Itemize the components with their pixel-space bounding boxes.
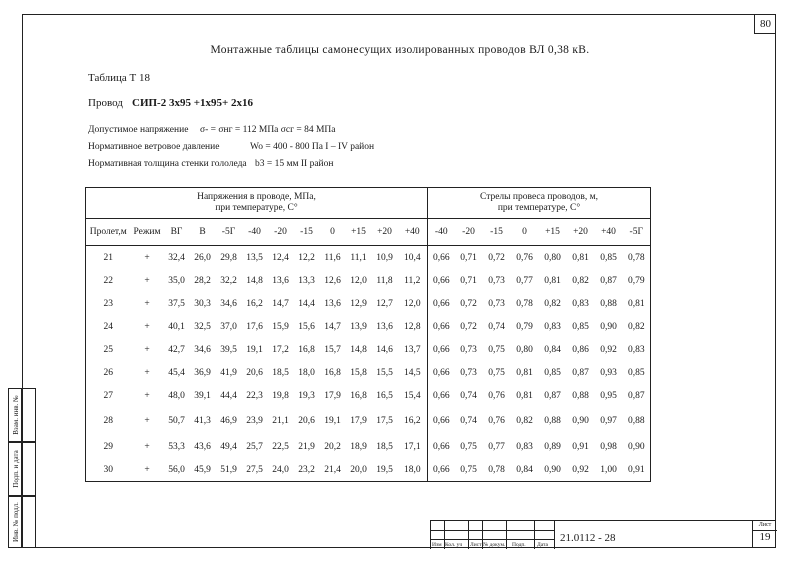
table-cell: 0,72: [488, 252, 505, 263]
table-cell: 0,81: [623, 292, 651, 315]
table-cell: 0,66: [428, 292, 455, 315]
table-cell: 17,2: [272, 344, 289, 355]
table-cell: 0,83: [516, 441, 533, 452]
table-cell: 0,80: [516, 344, 533, 355]
param-value-wind: Wo = 400 - 800 Па I – IV район: [250, 142, 375, 152]
table-cell: 21,4: [324, 464, 341, 475]
table-cell: 24,0: [272, 464, 289, 475]
table-cell: 56,0: [168, 464, 185, 475]
table-cell: 17,5: [376, 416, 393, 426]
column-header: +15: [545, 227, 560, 237]
table-cell: 13,3: [298, 275, 315, 286]
table-cell: 0,74: [488, 321, 505, 332]
table-cell: 0,85: [572, 321, 589, 332]
table-cell: 41,3: [194, 416, 211, 426]
table-cell: 35,0: [168, 275, 185, 286]
table-cell: 0,72: [460, 321, 477, 332]
column-header: -40: [428, 219, 455, 246]
table-cell: 0,90: [572, 416, 589, 426]
table-cell: 11,1: [350, 252, 367, 263]
table-cell: 17,1: [403, 441, 421, 452]
table-cell: 39,1: [194, 390, 211, 401]
table-cell: 15,6: [298, 321, 315, 332]
table-row: [86, 246, 651, 270]
table-cell: 25: [86, 338, 131, 361]
group-header-sag: Стрелы провеса проводов, м, при температуре, С°: [428, 188, 651, 219]
sidebar-cell: Инв. № подл.: [8, 496, 22, 548]
sheet-number: 19: [759, 531, 771, 543]
table-cell: 0,73: [488, 298, 505, 309]
table-cell: 24: [86, 315, 131, 338]
param-label-stress: Допустимое напряжение: [88, 125, 189, 135]
table-cell: 0,75: [460, 441, 477, 452]
table-cell: 16,5: [376, 390, 393, 401]
table-cell: 42,7: [168, 344, 185, 355]
table-cell: 12,0: [403, 298, 421, 309]
table-cell: +: [144, 416, 150, 426]
page-title: Монтажные таблицы самонесущих изолированных проводов ВЛ 0,38 кВ.: [210, 44, 590, 56]
table-cell: 20,2: [324, 441, 341, 452]
table-cell: 27,5: [246, 464, 263, 475]
table-cell: 0,76: [488, 390, 505, 401]
table-cell: 20,0: [350, 464, 367, 475]
table-cell: +: [144, 321, 150, 332]
table-cell: 0,83: [572, 298, 589, 309]
column-header: -15: [300, 227, 313, 237]
sheet-box: [752, 520, 776, 548]
table-cell: 32,4: [168, 252, 185, 263]
column-header: ВГ: [170, 227, 183, 237]
table-cell: 0,74: [460, 390, 477, 401]
table-row: [86, 338, 651, 361]
table-cell: 32,2: [220, 275, 237, 286]
table-cell: 0,71: [460, 275, 477, 286]
table-cell: 16,2: [403, 416, 421, 426]
table-cell: 21,9: [298, 441, 315, 452]
table-cell: 18,0: [298, 367, 315, 378]
table-cell: 45,9: [194, 464, 211, 475]
table-cell: 0,87: [544, 390, 561, 401]
title-block: Изм Кол. уч Лист № докум. Подп. Дата: [430, 520, 776, 549]
table-cell: 0,80: [544, 252, 561, 263]
table-cell: 14,6: [376, 344, 393, 355]
table-cell: 0,89: [544, 441, 561, 452]
table-cell: 13,6: [272, 275, 289, 286]
table-cell: +: [144, 344, 150, 355]
table-cell: 0,88: [572, 390, 589, 401]
document-number: 21.0112 - 28: [560, 532, 616, 544]
table-row: [86, 269, 651, 292]
table-cell: +: [144, 367, 150, 378]
table-cell: 20,6: [246, 367, 263, 378]
table-cell: 0,85: [623, 361, 651, 384]
table-cell: 0,82: [572, 275, 589, 286]
table-cell: 22,5: [272, 441, 289, 452]
param-label-wind: Нормативное ветровое давление: [88, 142, 220, 152]
table-cell: 12,0: [350, 275, 367, 286]
table-row: [86, 458, 651, 482]
table-cell: +: [144, 441, 150, 452]
table-cell: 14,4: [298, 298, 315, 309]
table-cell: 0,83: [623, 338, 651, 361]
table-cell: 29,8: [220, 252, 237, 263]
table-cell: 12,2: [298, 252, 315, 263]
table-cell: 12,7: [376, 298, 393, 309]
param-value-stress: σ- = σнг = 112 МПа σсг = 84 МПа: [200, 125, 336, 135]
table-cell: 26: [86, 361, 131, 384]
table-cell: 36,9: [194, 367, 211, 378]
table-cell: 14,8: [350, 344, 367, 355]
column-header: +20: [377, 227, 392, 237]
table-id: Таблица Т 18: [88, 72, 151, 84]
table-row: [86, 407, 651, 435]
table-cell: 19,8: [272, 390, 289, 401]
table-cell: 44,4: [220, 390, 237, 401]
table-cell: 17,9: [324, 390, 341, 401]
table-cell: 16,8: [324, 367, 341, 378]
table-cell: 17,9: [350, 416, 367, 426]
table-cell: 0,73: [460, 344, 477, 355]
column-header: +40: [601, 227, 616, 237]
table-cell: 11,2: [404, 275, 421, 286]
table-cell: 11,8: [376, 275, 393, 286]
sidebar-stamp: [8, 388, 22, 548]
table-cell: 0,93: [600, 367, 617, 378]
table-cell: 0,88: [600, 298, 617, 309]
table-cell: 28,2: [194, 275, 211, 286]
table-cell: 0,72: [460, 298, 477, 309]
table-cell: 15,4: [403, 390, 421, 401]
table-cell: 0,73: [460, 367, 477, 378]
table-cell: 0,76: [488, 416, 505, 426]
table-cell: 0,77: [516, 275, 533, 286]
table-cell: 14,7: [272, 298, 289, 309]
column-header: +15: [351, 227, 366, 237]
table-cell: 1,00: [600, 464, 617, 475]
table-cell: 14,5: [403, 367, 421, 378]
table-cell: 53,3: [168, 441, 185, 452]
table-cell: 45,4: [168, 367, 185, 378]
table-cell: 22,3: [246, 390, 263, 401]
table-cell: 13,5: [246, 252, 263, 263]
table-cell: 12,4: [272, 252, 289, 263]
table-cell: 0,66: [428, 407, 455, 435]
table-cell: 0,87: [600, 275, 617, 286]
table-cell: 0,66: [428, 384, 455, 407]
table-cell: 19,1: [324, 416, 341, 426]
table-cell: 0,97: [600, 416, 617, 426]
table-cell: 0,66: [428, 246, 455, 270]
table-cell: 18,5: [376, 441, 393, 452]
page-number: 80: [754, 14, 776, 34]
column-header: 0: [522, 227, 527, 237]
table-cell: 12,8: [403, 321, 421, 332]
table-cell: 27: [86, 384, 131, 407]
column-header: Режим: [133, 227, 161, 237]
table-cell: 0,77: [488, 441, 505, 452]
table-cell: 37,0: [220, 321, 237, 332]
table-cell: +: [144, 464, 150, 475]
table-cell: 0,84: [544, 344, 561, 355]
table-cell: 21,1: [272, 416, 289, 426]
table-cell: 37,5: [168, 298, 185, 309]
table-cell: 11,6: [324, 252, 341, 263]
table-cell: 0,75: [460, 464, 477, 475]
table-cell: 39,5: [220, 344, 237, 355]
table-cell: 0,71: [460, 252, 477, 263]
table-row: [86, 435, 651, 458]
table-cell: 0,66: [428, 315, 455, 338]
param-value-ice: b3 = 15 мм II район: [255, 159, 334, 169]
table-cell: 21: [86, 246, 131, 270]
table-cell: 0,81: [516, 367, 533, 378]
table-cell: 0,82: [544, 298, 561, 309]
table-cell: 16,8: [298, 344, 315, 355]
column-header: -20: [462, 227, 475, 237]
table-cell: 13,6: [324, 298, 341, 309]
column-header: Пролет,м: [86, 219, 131, 246]
table-cell: 43,6: [194, 441, 211, 452]
table-cell: 15,7: [324, 344, 341, 355]
table-cell: 16,2: [246, 298, 263, 309]
table-cell: 34,6: [194, 344, 211, 355]
table-cell: 30,3: [194, 298, 211, 309]
table-cell: 19,3: [298, 390, 315, 401]
table-cell: 10,9: [376, 252, 393, 263]
table-cell: 51,9: [220, 464, 237, 475]
table-cell: +: [144, 298, 150, 309]
table-cell: 0,66: [428, 435, 455, 458]
table-cell: 0,66: [428, 269, 455, 292]
wire-type: СИП-2 3х95 +1х95+ 2х16: [132, 97, 254, 109]
table-cell: 0,88: [544, 416, 561, 426]
table-cell: 0,98: [600, 441, 617, 452]
table-cell: 0,86: [572, 344, 589, 355]
table-cell: 48,0: [168, 390, 185, 401]
table-cell: 0,79: [623, 269, 651, 292]
table-cell: 18,5: [272, 367, 289, 378]
table-cell: 23,2: [298, 464, 315, 475]
table-cell: 15,8: [350, 367, 367, 378]
table-cell: 0,85: [544, 367, 561, 378]
table-cell: 15,5: [376, 367, 393, 378]
table-row: [86, 315, 651, 338]
table-cell: 17,6: [246, 321, 263, 332]
table-cell: 0,78: [516, 298, 533, 309]
table-cell: +: [144, 390, 150, 401]
table-cell: 0,76: [516, 252, 533, 263]
table-cell: 0,66: [428, 361, 455, 384]
table-cell: 0,75: [488, 344, 505, 355]
table-cell: 23: [86, 292, 131, 315]
table-row: [86, 361, 651, 384]
table-cell: 0,92: [600, 344, 617, 355]
table-cell: 0,95: [600, 390, 617, 401]
table-cell: 34,6: [220, 298, 237, 309]
table-cell: 19,5: [376, 464, 393, 475]
table-row: [86, 292, 651, 315]
table-cell: 40,1: [168, 321, 185, 332]
table-cell: 0,90: [600, 321, 617, 332]
table-row: [86, 384, 651, 407]
table-cell: 0,75: [488, 367, 505, 378]
table-cell: 28: [86, 407, 131, 435]
table-cell: 32,5: [194, 321, 211, 332]
column-header: В: [199, 227, 206, 237]
table-cell: 0,87: [623, 384, 651, 407]
table-cell: 23,9: [246, 416, 263, 426]
table-cell: 0,82: [623, 315, 651, 338]
table-cell: 41,9: [220, 367, 237, 378]
table-cell: 12,6: [324, 275, 341, 286]
table-cell: 46,9: [220, 416, 237, 426]
group-header-stress: Напряжения в проводе, МПа, при температуре, С°: [86, 188, 428, 219]
table-cell: 20,6: [298, 416, 315, 426]
table-cell: 0,79: [516, 321, 533, 332]
sidebar-stamp-wide: [22, 388, 36, 548]
table-cell: 0,92: [572, 464, 589, 475]
table-cell: 0,81: [544, 275, 561, 286]
table-cell: +: [144, 252, 150, 263]
sidebar-cell: Взам. инв. №: [8, 388, 22, 442]
table-cell: 0,66: [428, 338, 455, 361]
table-cell: 0,87: [572, 367, 589, 378]
table-cell: 0,91: [572, 441, 589, 452]
table-cell: 0,90: [544, 464, 561, 475]
table-cell: 12,9: [350, 298, 367, 309]
table-cell: 13,6: [376, 321, 393, 332]
table-cell: 0,84: [516, 464, 533, 475]
sidebar-cell: Подп. и дата: [8, 442, 22, 496]
table-cell: 22: [86, 269, 131, 292]
table-cell: 0,83: [544, 321, 561, 332]
table-cell: +: [144, 275, 150, 286]
table-cell: 0,88: [623, 407, 651, 435]
data-table: [85, 187, 651, 482]
table-cell: 26,0: [194, 252, 211, 263]
table-cell: 29: [86, 435, 131, 458]
table-cell: 10,4: [403, 252, 421, 263]
table-cell: 14,7: [324, 321, 341, 332]
table-cell: 16,8: [350, 390, 367, 401]
table-cell: 19,1: [246, 344, 263, 355]
wire-label: Провод: [88, 97, 123, 109]
table-cell: 18,9: [350, 441, 367, 452]
column-header: +40: [404, 227, 420, 237]
table-cell: 0,82: [516, 416, 533, 426]
table-cell: 0,78: [623, 246, 651, 270]
table-cell: 0,85: [600, 252, 617, 263]
column-header: +20: [573, 227, 588, 237]
column-header: -5Г: [221, 227, 236, 237]
table-cell: 13,9: [350, 321, 367, 332]
table-cell: 0,91: [623, 458, 651, 482]
table-cell: 30: [86, 458, 131, 482]
table-cell: 0,66: [428, 458, 455, 482]
column-header: -15: [490, 227, 503, 237]
column-header: -20: [274, 227, 287, 237]
column-header: 0: [330, 227, 335, 237]
table-cell: 0,74: [460, 416, 477, 426]
table-cell: 0,73: [488, 275, 505, 286]
table-cell: 0,90: [623, 435, 651, 458]
sheet-label: Лист: [753, 520, 777, 531]
table-cell: 0,81: [516, 390, 533, 401]
table-cell: 0,78: [488, 464, 505, 475]
column-header: -5Г: [623, 219, 651, 246]
table-cell: 0,81: [572, 252, 589, 263]
table-cell: 50,7: [168, 416, 185, 426]
table-cell: 14,8: [246, 275, 263, 286]
table-cell: 49,4: [220, 441, 237, 452]
table-cell: 15,9: [272, 321, 289, 332]
table-cell: 18,0: [403, 464, 421, 475]
param-label-ice: Нормативная толщина стенки гололеда: [88, 159, 247, 169]
table-cell: 25,7: [246, 441, 263, 452]
table-cell: 13,7: [403, 344, 421, 355]
column-header: -40: [248, 227, 261, 237]
